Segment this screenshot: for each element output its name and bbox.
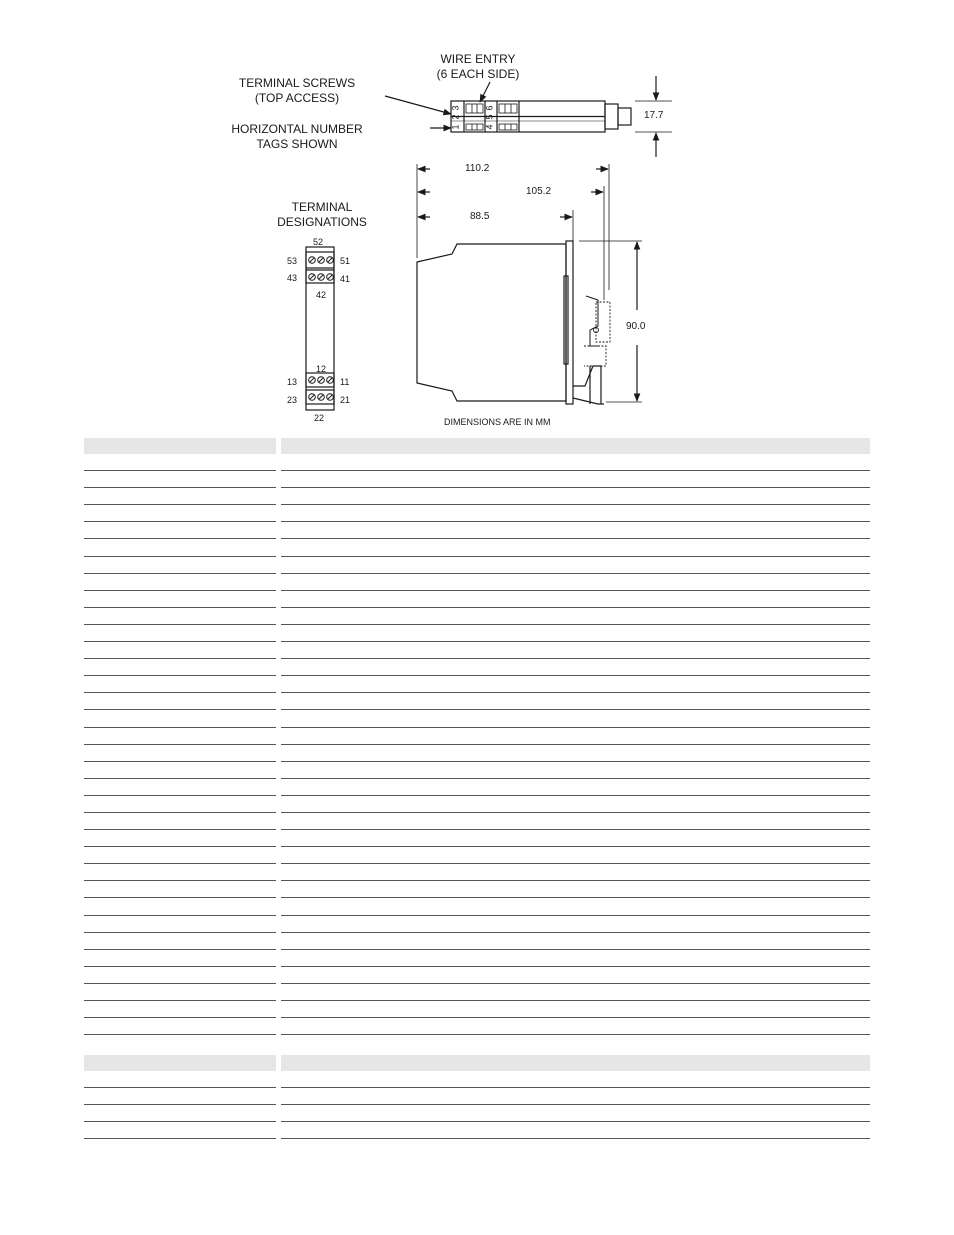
table-row [84, 505, 870, 522]
table-row [84, 1088, 870, 1105]
table-row [84, 762, 870, 779]
table-row [84, 984, 870, 1001]
terminal-designations-line2: DESIGNATIONS [277, 215, 367, 229]
wire-entry-line1: WIRE ENTRY [440, 52, 516, 66]
dim-105-2-label: 105.2 [523, 186, 554, 198]
table-row [84, 642, 870, 659]
spec-table-1 [84, 438, 870, 1035]
dim-90-0-label: 90.0 [623, 321, 648, 333]
table-row [84, 471, 870, 488]
terminal-42: 42 [316, 290, 327, 300]
spec-table-2 [84, 1055, 870, 1139]
number-tags-line1: HORIZONTAL NUMBER [231, 122, 363, 136]
dim-depth [417, 164, 609, 300]
terminal-screws-line2: (TOP ACCESS) [254, 91, 340, 105]
table-row [84, 625, 870, 642]
table-row [84, 488, 870, 505]
table-row [84, 1071, 870, 1088]
terminal-43: 43 [287, 273, 298, 283]
table-row [84, 967, 870, 984]
table-row [84, 830, 870, 847]
table-row [84, 847, 870, 864]
terminal-51: 51 [340, 256, 351, 266]
wire-entry-line2: (6 EACH SIDE) [436, 67, 520, 81]
table-row [84, 1018, 870, 1035]
table-row [84, 454, 870, 471]
table-row [84, 574, 870, 591]
tag-3: 3 [450, 105, 461, 111]
number-tags-line2: TAGS SHOWN [256, 137, 338, 151]
table-row [84, 864, 870, 881]
number-tags-label [227, 122, 367, 152]
side-view [417, 241, 610, 404]
wire-entry-label [428, 52, 528, 82]
table-header [84, 1055, 870, 1071]
terminal-12: 12 [316, 364, 327, 374]
terminal-designations-label [267, 200, 377, 230]
tag-2: 2 [450, 114, 461, 120]
table-row [84, 693, 870, 710]
terminal-52: 52 [313, 237, 324, 247]
terminal-22: 22 [314, 413, 325, 423]
table-row [84, 813, 870, 830]
dim-88-5-label: 88.5 [467, 211, 492, 223]
table-row [84, 779, 870, 796]
terminal-designations-line1: TERMINAL [291, 200, 353, 214]
terminal-21: 21 [340, 395, 351, 405]
tag-1: 1 [450, 124, 461, 130]
terminal-block [306, 247, 334, 410]
table-row [84, 796, 870, 813]
terminal-13: 13 [287, 377, 298, 387]
table-row [84, 950, 870, 967]
table-row [84, 676, 870, 693]
terminal-23: 23 [287, 395, 298, 405]
table-row [84, 881, 870, 898]
table-row [84, 659, 870, 676]
terminal-screws-label [232, 76, 362, 106]
table-row [84, 557, 870, 574]
dim-17-7-label: 17.7 [641, 110, 666, 122]
tag-5: 5 [484, 114, 495, 120]
tag-4: 4 [484, 124, 495, 130]
table-row [84, 608, 870, 625]
terminal-screws-line1: TERMINAL SCREWS [238, 76, 356, 90]
top-view [451, 101, 631, 132]
table-row [84, 591, 870, 608]
terminal-11: 11 [340, 377, 350, 387]
table-row [84, 522, 870, 539]
table-row [84, 1122, 870, 1139]
table-row [84, 1001, 870, 1018]
dim-110-2-label: 110.2 [462, 163, 492, 175]
wire-entry-arrow [480, 82, 490, 102]
table-row [84, 1105, 870, 1122]
table-row [84, 933, 870, 950]
table-header [84, 438, 870, 454]
terminal-53: 53 [287, 256, 298, 266]
table-row [84, 539, 870, 556]
table-row [84, 916, 870, 933]
table-row [84, 728, 870, 745]
dimensions-note: DIMENSIONS ARE IN MM [444, 417, 551, 427]
terminal-screws-arrow [385, 96, 451, 114]
table-row [84, 710, 870, 727]
terminal-41: 41 [340, 274, 351, 284]
table-row [84, 898, 870, 915]
table-row [84, 745, 870, 762]
tag-6: 6 [484, 105, 495, 111]
